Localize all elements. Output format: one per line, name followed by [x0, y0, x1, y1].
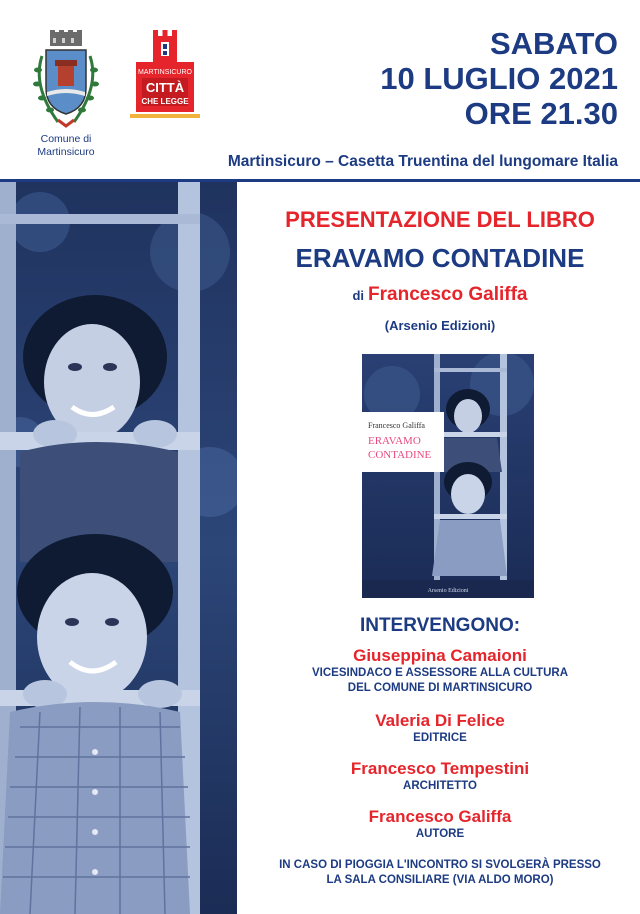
speaker-item [250, 646, 630, 696]
event-date: 10 LUGLIO 2021 [380, 61, 618, 96]
speaker-item [250, 711, 630, 746]
publisher: (Arsenio Edizioni) [384, 318, 496, 333]
speaker-item [250, 807, 630, 842]
event-day: SABATO [489, 26, 618, 61]
speaker-name: Francesco Tempestini [350, 759, 530, 778]
speaker-name: Valeria Di Felice [375, 711, 505, 730]
speaker-role: EDITRICE [413, 732, 467, 744]
speakers-heading: INTERVENGONO: [359, 615, 521, 636]
book-title: ERAVAMO CONTADINE [295, 243, 585, 273]
speaker-role: DEL COMUNE DI MARTINSICURO [347, 682, 533, 694]
book-cover [362, 354, 534, 598]
cover-author: Francesco Galiffa [368, 421, 425, 430]
speaker-item [250, 759, 630, 794]
event-time: ORE 21.30 [464, 96, 618, 131]
speaker-name: Francesco Galiffa [368, 807, 512, 826]
speaker-role: ARCHITETTO [403, 780, 477, 792]
brand-line2: CITTÀ [145, 80, 185, 95]
event-venue: Martinsicuro – Casetta Truentina del lungomare Italia [227, 153, 618, 170]
municipal-crest-logo [28, 30, 104, 130]
speaker-role: AUTORE [415, 828, 465, 840]
brand-line3: CHE LEGGE [141, 97, 189, 106]
citta-che-legge-logo [130, 30, 200, 120]
author-prefix: di [352, 288, 365, 303]
crest-caption [14, 133, 118, 159]
cover-title-line1: ERAVAMO [368, 435, 421, 447]
rain-notice-line1: IN CASO DI PIOGGIA L'INCONTRO SI SVOLGERÀ PRESSO [279, 859, 601, 871]
presentation-title: PRESENTAZIONE DEL LIBRO [285, 207, 595, 232]
speaker-name: Giuseppina Camaioni [353, 646, 527, 665]
speaker-role: VICESINDACO E ASSESSORE ALLA CULTURA [312, 667, 568, 679]
crest-caption-line2: Martinsicuro [37, 146, 95, 158]
brand-line1: MARTINSICURO [138, 69, 192, 76]
cover-imprint: Arsenio Edizioni [427, 588, 469, 594]
author-name: Francesco Galiffa [368, 284, 528, 305]
event-date-block [380, 26, 618, 131]
author-line [250, 284, 630, 306]
rain-notice-line2: LA SALA CONSILIARE (VIA ALDO MORO) [326, 874, 554, 886]
crest-caption-line1: Comune di [40, 133, 92, 145]
cover-title-line2: CONTADINE [368, 449, 432, 461]
main-photo-two-women-ladder [0, 182, 237, 914]
rain-notice [250, 858, 630, 888]
